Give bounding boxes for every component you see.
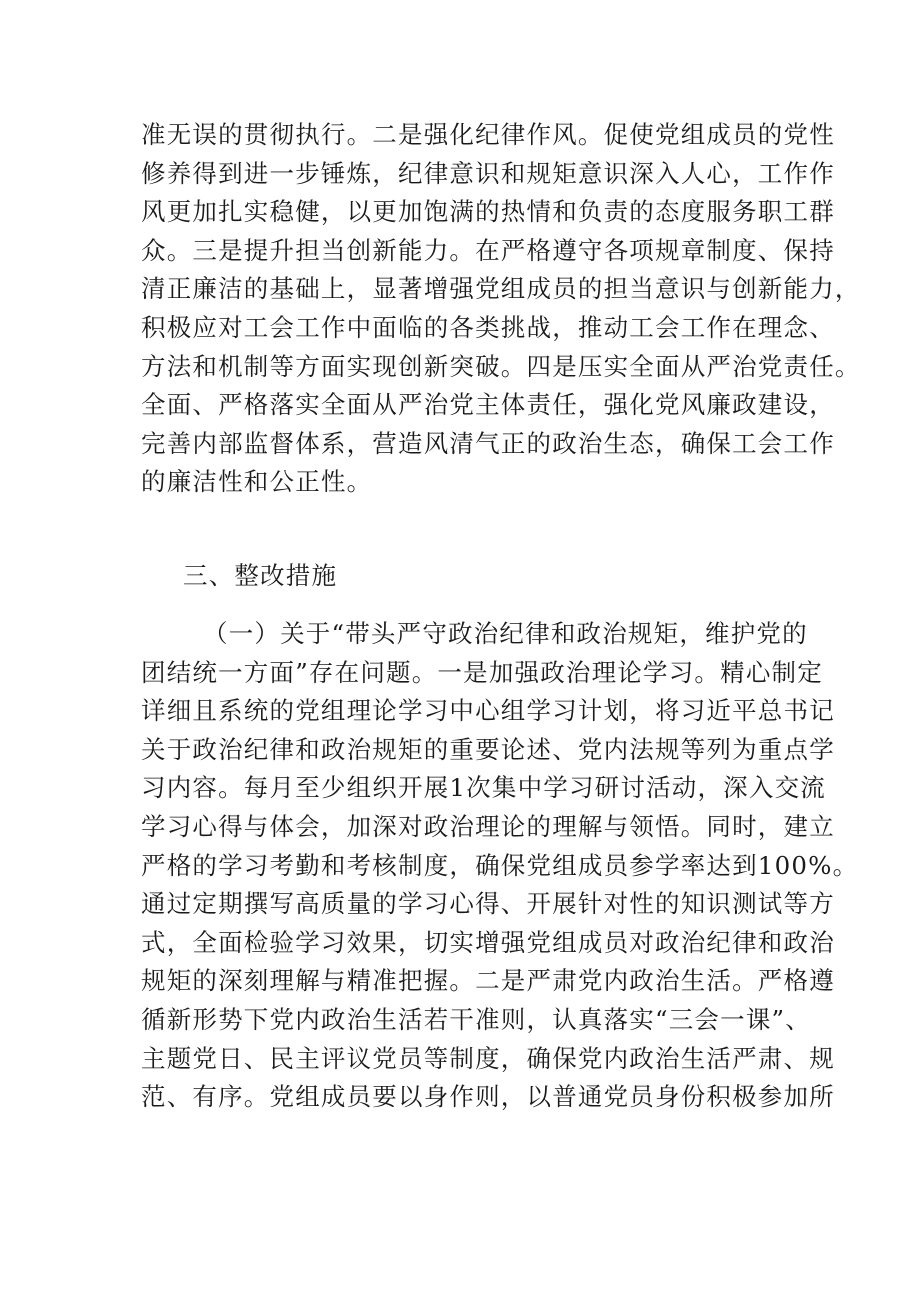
text-line: 准无误的贯彻执行。二是强化纪律作风。促使党组成员的党性 — [141, 120, 835, 149]
text-line: 严格的学习考勤和考核制度，确保党组成员参学率达到100%。 — [141, 850, 859, 880]
text-line: 习内容。每月至少组织开展1次集中学习研讨活动，深入交流 — [141, 773, 826, 803]
section-heading: 三、整改措施 — [183, 561, 338, 590]
text-line: 的廉洁性和公正性。 — [141, 467, 373, 497]
text-line: 通过定期撰写高质量的学习心得、开展针对性的知识测试等方 — [141, 889, 835, 919]
section-heading-block — [141, 557, 801, 596]
text-line: 详细且系统的党组理论学习中心组学习计划，将习近平总书记 — [141, 696, 835, 726]
paragraph-rectification — [141, 615, 859, 1117]
text-line: 式，全面检验学习效果，切实增强党组成员对政治纪律和政治 — [141, 927, 835, 957]
text-line: 修养得到进一步锤炼，纪律意识和规矩意识深入人心，工作作 — [141, 158, 835, 188]
text-line: 团结统一方面”存在问题。一是加强政治理论学习。精心制定 — [141, 657, 823, 687]
text-line: 众。三是提升担当创新能力。在严格遵守各项规章制度、保持 — [141, 235, 835, 265]
text-line: 风更加扎实稳健，以更加饱满的热情和负责的态度服务职工群 — [141, 197, 835, 227]
text-line: 全面、严格落实全面从严治党主体责任，强化党风廉政建设， — [141, 390, 835, 420]
text-line: 完善内部监督体系，营造风清气正的政治生态，确保工会工作 — [141, 428, 835, 458]
text-line: 主题党日、民主评议党员等制度，确保党内政治生活严肃、规 — [141, 1043, 835, 1073]
text-line: 关于政治纪律和政治规矩的重要论述、党内法规等列为重点学 — [141, 734, 835, 764]
text-line: 学习心得与体会，加深对政治理论的理解与领悟。同时，建立 — [141, 811, 835, 841]
text-line: 积极应对工会工作中面临的各类挑战，推动工会工作在理念、 — [141, 312, 835, 342]
text-line: 范、有序。党组成员要以身作则，以普通党员身份积极参加所 — [141, 1082, 835, 1112]
paragraph-continued — [141, 116, 861, 502]
text-line: 方法和机制等方面实现创新突破。四是压实全面从严治党责任。 — [141, 351, 861, 381]
text-line: 清正廉洁的基础上，显著增强党组成员的担当意识与创新能力， — [141, 274, 861, 304]
text-line: 规矩的深刻理解与精准把握。二是严肃党内政治生活。严格遵 — [141, 966, 835, 996]
text-line: 循新形势下党内政治生活若干准则，认真落实“三会一课”、 — [141, 1004, 811, 1034]
text-line-first: （一）关于“带头严守政治纪律和政治规矩，维护党的 — [203, 619, 808, 648]
